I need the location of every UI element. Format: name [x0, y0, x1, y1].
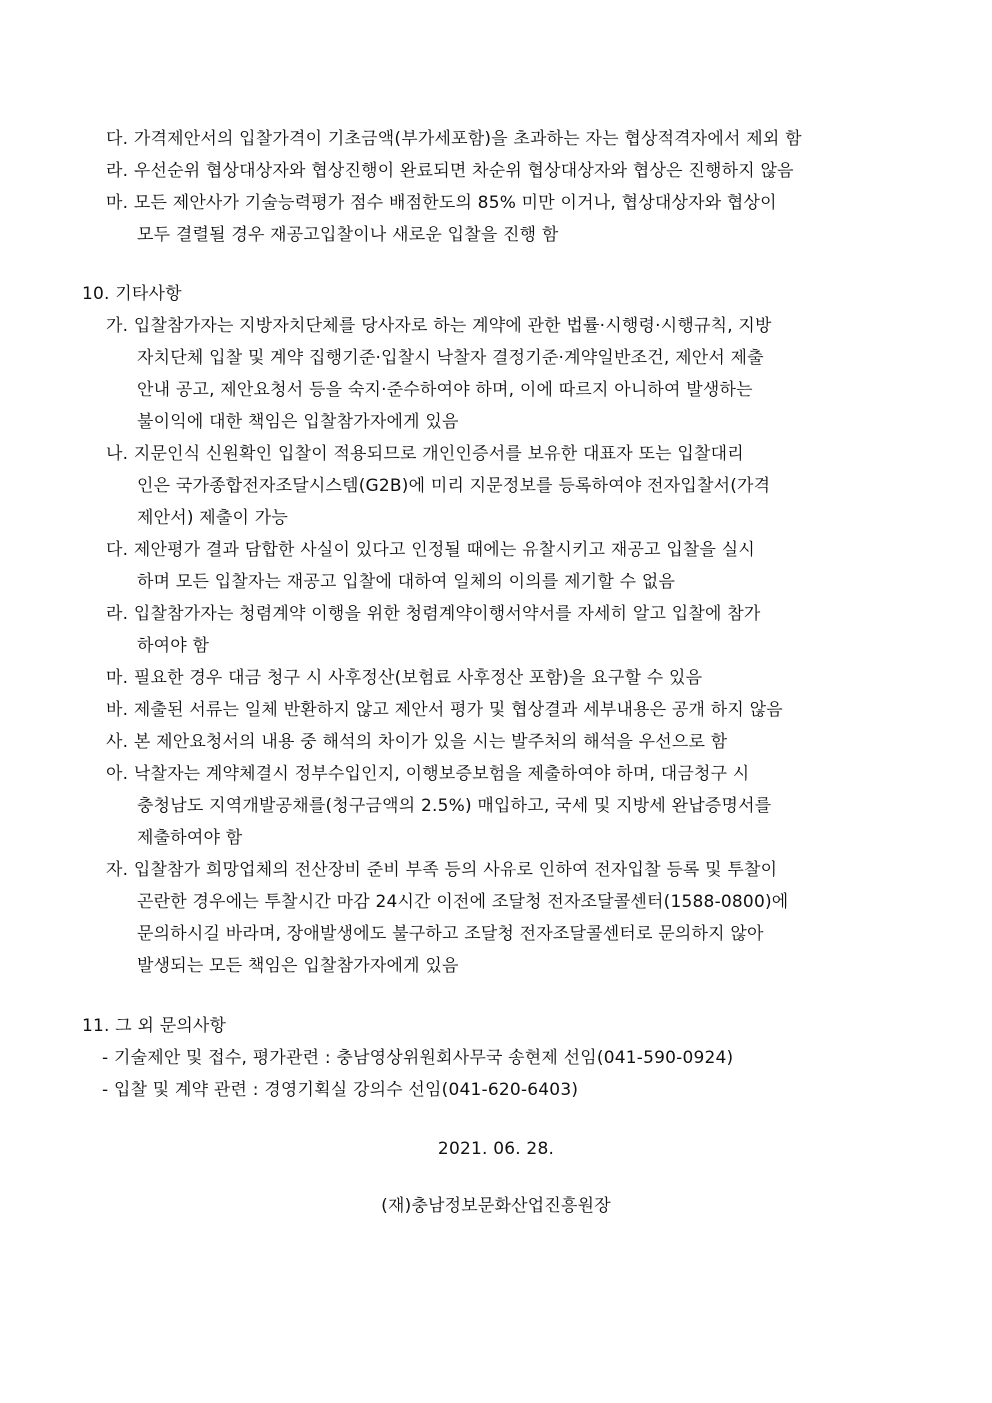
item-continuation: 불이익에 대한 책임은 입찰참가자에게 있음: [137, 412, 459, 432]
item-marker: 다.: [106, 129, 129, 149]
item-continuation: 곤란한 경우에는 투찰시간 마감 24시간 이전에 조달청 전자조달콜센터(1588-0800)에: [137, 892, 789, 912]
list-item: [106, 758, 749, 790]
item-marker: 마.: [106, 193, 129, 213]
item-continuation: 발생되는 모든 책임은 입찰참가자에게 있음: [137, 956, 459, 976]
item-continuation: 자치단체 입찰 및 계약 집행기준·입찰시 낙찰자 결정기준·계약일반조건, 제안서 제출: [137, 348, 764, 368]
item-continuation: 인은 국가종합전자조달시스템(G2B)에 미리 지문정보를 등록하여야 전자입찰서(가격: [137, 476, 771, 496]
item-continuation: 하여야 함: [137, 636, 210, 656]
item-continuation: 모두 결렬될 경우 재공고입찰이나 새로운 입찰을 진행 함: [137, 225, 559, 245]
list-item: [106, 155, 794, 187]
item-marker: 사.: [106, 732, 129, 752]
item-text: 제출된 서류는 일체 반환하지 않고 제안서 평가 및 협상결과 세부내용은 공개 하지 않음: [133, 700, 783, 720]
item-marker: 라.: [106, 161, 129, 181]
list-item: [106, 123, 802, 155]
issuing-organization: (재)충남정보문화산업진흥원장: [381, 1196, 611, 1216]
item-text: 기술제안 및 접수, 평가관련 : 충남영상위원회사무국 송현제 선임(041-590-0924): [113, 1048, 734, 1068]
item-continuation: 문의하시길 바라며, 장애발생에도 불구하고 조달청 전자조달콜센터로 문의하지 않아: [137, 924, 764, 944]
item-continuation: 안내 공고, 제안요청서 등을 숙지·준수하여야 하며, 이에 따르지 아니하여 발생하는: [137, 380, 753, 400]
section-heading: 11. 그 외 문의사항: [82, 1016, 227, 1036]
item-text: 지문인식 신원확인 입찰이 적용되므로 개인인증서를 보유한 대표자 또는 입찰대리: [133, 444, 744, 464]
item-continuation: 제출하여야 함: [137, 828, 243, 848]
item-text: 입찰 및 계약 관련 : 경영기획실 강의수 선임(041-620-6403): [113, 1080, 579, 1100]
item-text: 모든 제안사가 기술능력평가 점수 배점한도의 85% 미만 이거나, 협상대상자와 협상이: [133, 193, 777, 213]
list-item: [106, 854, 777, 886]
item-text: 입찰참가자는 청렴계약 이행을 위한 청렴계약이행서약서를 자세히 알고 입찰에 참가: [133, 604, 761, 624]
item-marker: -: [102, 1048, 109, 1068]
item-marker: 다.: [106, 540, 129, 560]
list-item: [102, 1074, 578, 1106]
list-item: [106, 310, 772, 342]
item-marker: 나.: [106, 444, 129, 464]
document-date: 2021. 06. 28.: [437, 1139, 555, 1159]
list-item: [106, 598, 760, 630]
item-text: 입찰참가자는 지방자치단체를 당사자로 하는 계약에 관한 법률·시행령·시행규칙, 지방: [133, 316, 772, 336]
item-continuation: 충청남도 지역개발공채를(청구금액의 2.5%) 매입하고, 국세 및 지방세 완납증명서를: [137, 796, 772, 816]
item-marker: 가.: [106, 316, 129, 336]
item-marker: 바.: [106, 700, 129, 720]
item-marker: 아.: [106, 764, 129, 784]
item-text: 우선순위 협상대상자와 협상진행이 완료되면 차순위 협상대상자와 협상은 진행하지 않음: [133, 161, 794, 181]
item-text: 낙찰자는 계약체결시 정부수입인지, 이행보증보험을 제출하여야 하며, 대금청구 시: [133, 764, 750, 784]
item-continuation: 하며 모든 입찰자는 재공고 입찰에 대하여 일체의 이의를 제기할 수 없음: [137, 572, 676, 592]
item-text: 가격제안서의 입찰가격이 기초금액(부가세포함)을 초과하는 자는 협상적격자에서 제외 함: [133, 129, 802, 149]
item-text: 입찰참가 희망업체의 전산장비 준비 부족 등의 사유로 인하여 전자입찰 등록 및 투찰이: [133, 860, 778, 880]
item-marker: -: [102, 1080, 109, 1100]
item-text: 필요한 경우 대금 청구 시 사후정산(보험료 사후정산 포함)을 요구할 수 있음: [133, 668, 703, 688]
list-item: [106, 534, 755, 566]
item-marker: 라.: [106, 604, 129, 624]
item-marker: 자.: [106, 860, 129, 880]
list-item: [106, 694, 783, 726]
list-item: [106, 726, 727, 758]
list-item: [106, 662, 702, 694]
list-item: [102, 1042, 733, 1074]
item-text: 본 제안요청서의 내용 중 해석의 차이가 있을 시는 발주처의 해석을 우선으로 함: [133, 732, 728, 752]
item-continuation: 제안서) 제출이 가능: [137, 508, 289, 528]
list-item: [106, 187, 777, 219]
list-item: [106, 438, 744, 470]
item-marker: 마.: [106, 668, 129, 688]
item-text: 제안평가 결과 담합한 사실이 있다고 인정될 때에는 유찰시키고 재공고 입찰을 실시: [133, 540, 756, 560]
section-heading: 10. 기타사항: [82, 284, 182, 304]
